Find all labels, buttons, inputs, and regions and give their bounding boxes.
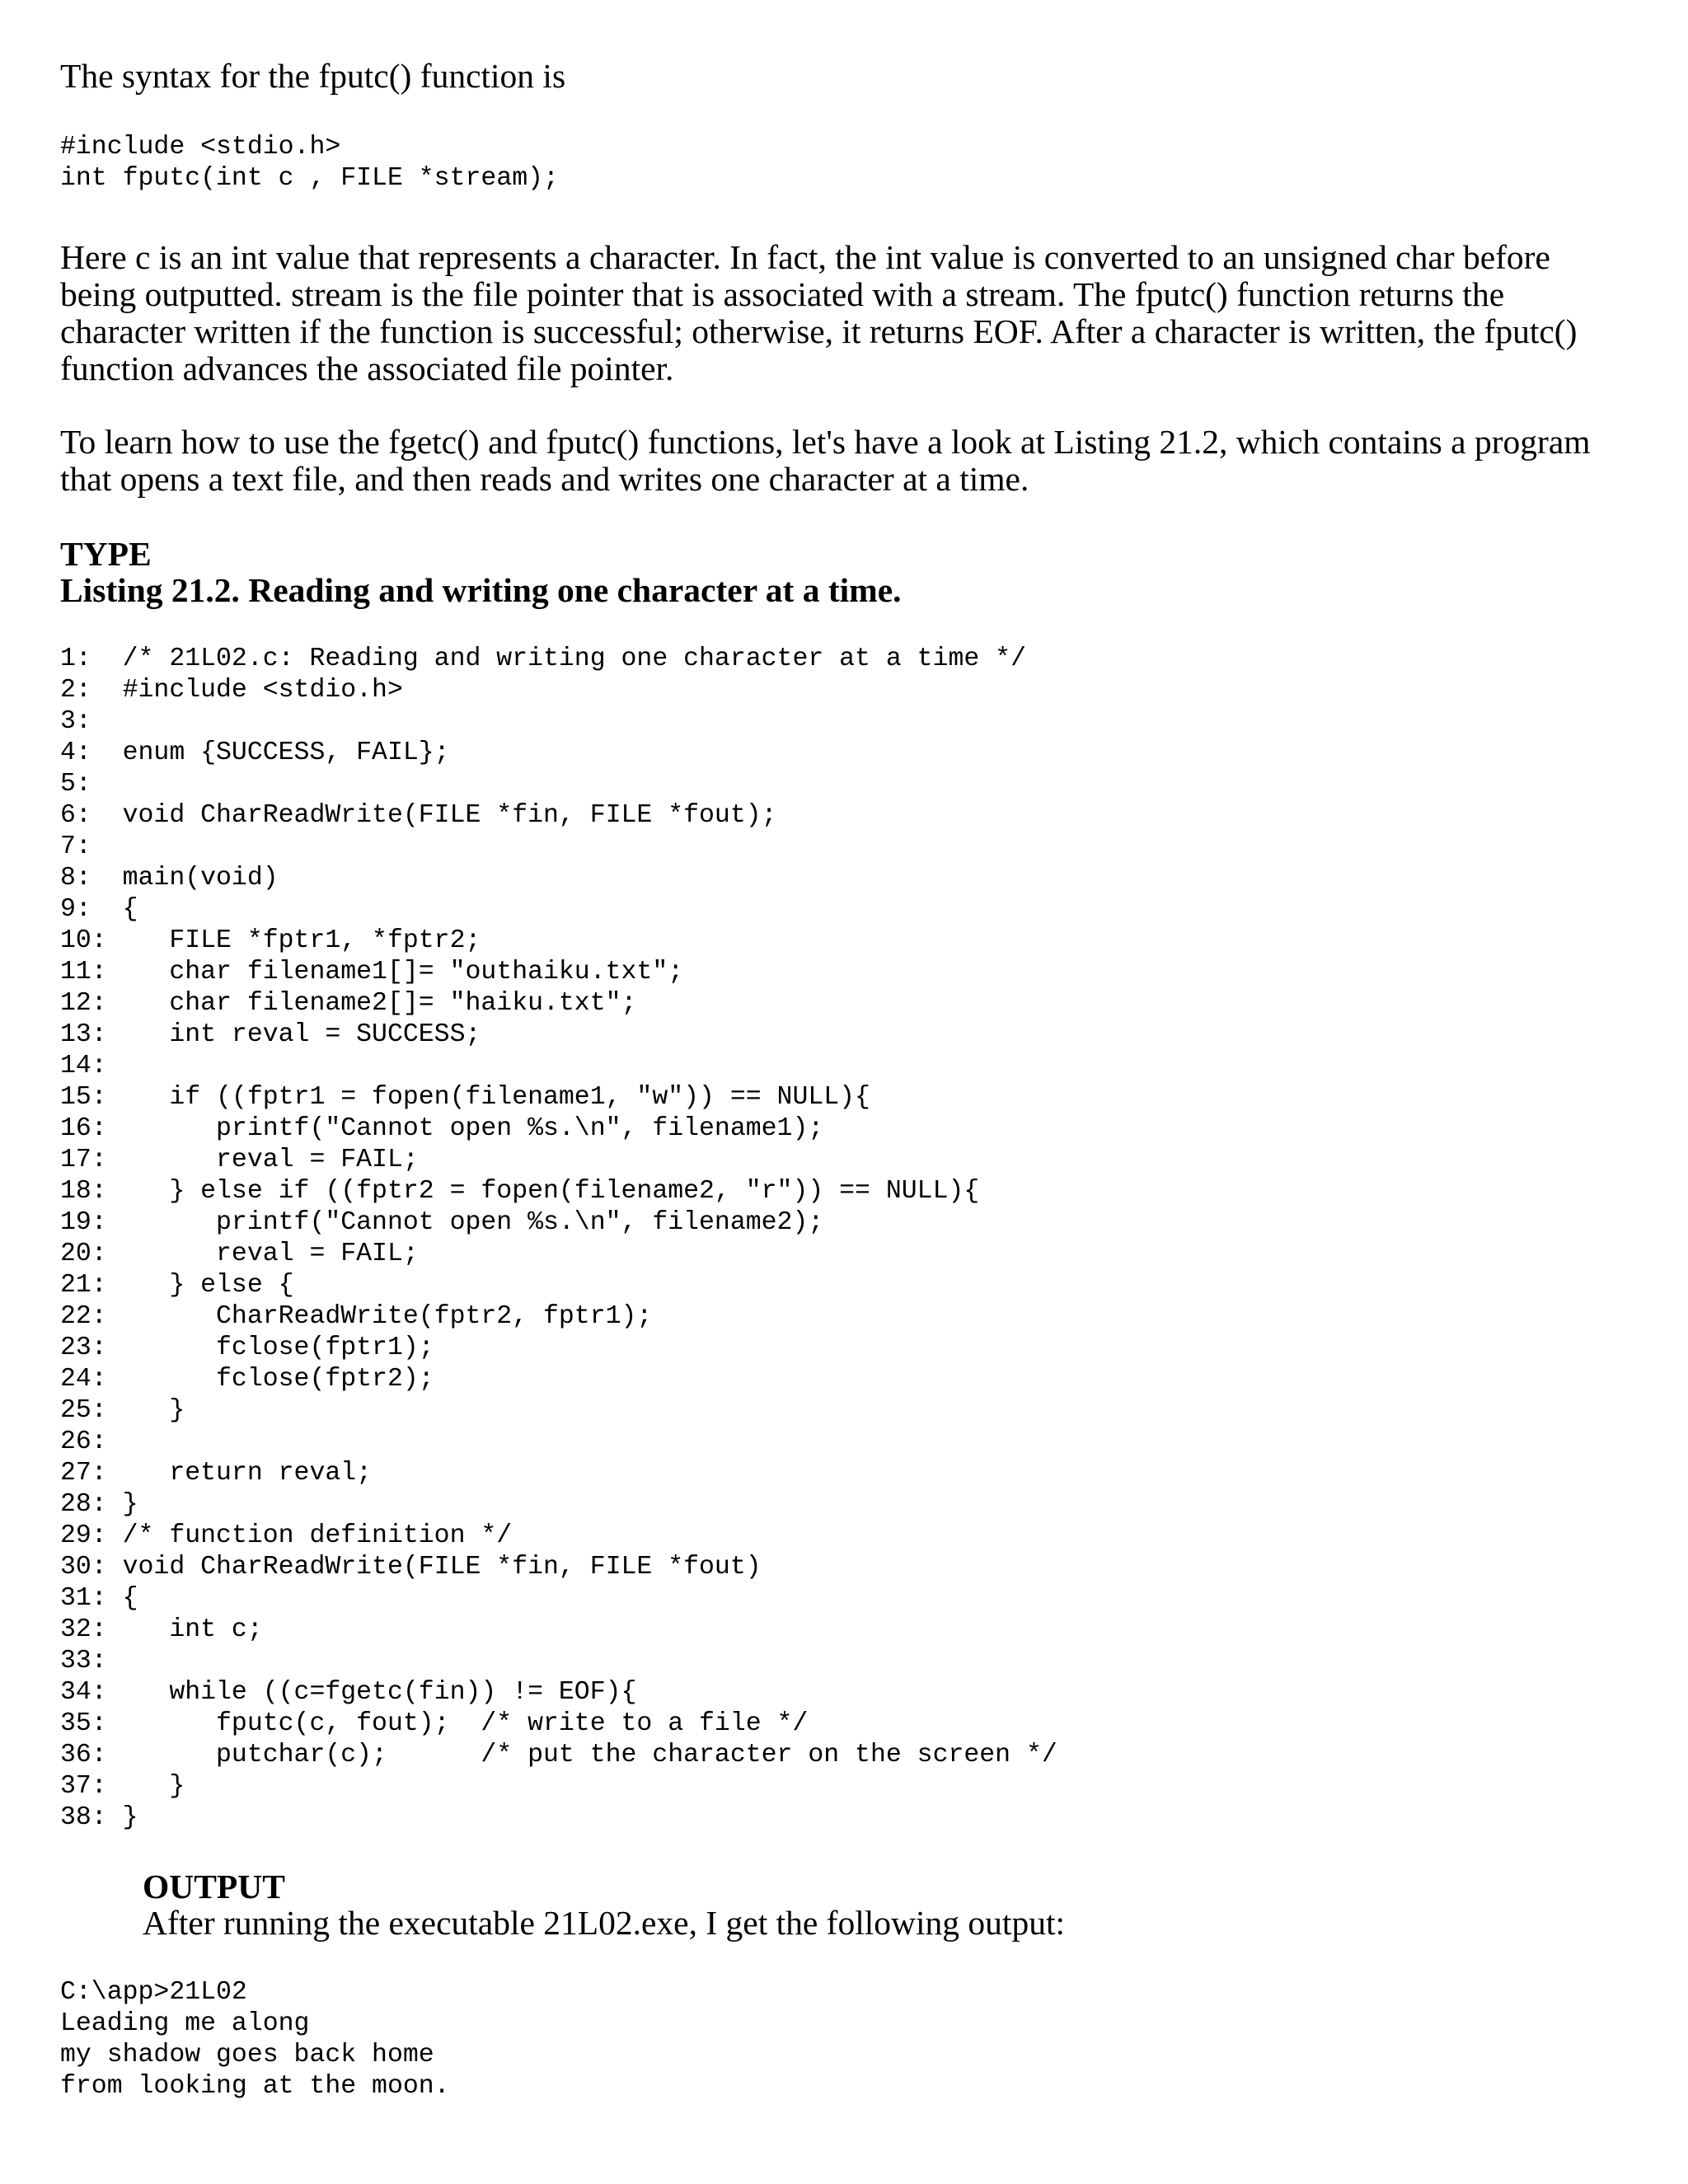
code-line: 18: } else if ((fptr2 = fopen(filename2, "r")) == NULL){ bbox=[60, 1177, 980, 1206]
code-line: 13: int reval = SUCCESS; bbox=[60, 1020, 481, 1049]
output-line: from looking at the moon. bbox=[60, 2072, 450, 2101]
paragraph-listing-intro: To learn how to use the fgetc() and fputc() functions, let's have a look at Listing 21.2, which contains a program that opens a text file, and then reads and writes one character at a time. bbox=[60, 423, 1591, 498]
code-line: 6: void CharReadWrite(FILE *fin, FILE *fout); bbox=[60, 801, 777, 830]
code-line: 3: bbox=[60, 707, 91, 736]
intro-text: The syntax for the fputc() function is bbox=[60, 57, 566, 95]
code-line: 26: bbox=[60, 1427, 107, 1456]
code-line: 5: bbox=[60, 770, 91, 799]
syntax-line: #include <stdio.h> bbox=[60, 133, 341, 162]
code-line: 14: bbox=[60, 1052, 107, 1080]
code-line: 38: } bbox=[60, 1803, 138, 1832]
type-label: TYPE bbox=[60, 535, 152, 573]
paragraph-fputc-description: Here c is an int value that represents a character. In fact, the int value is converted to an unsigned char before being outputted. stream is the file pointer that is associated with a stream. The fputc() function returns the character written if the function is successful; otherwise, it returns EOF. After a character is written, the fputc() function advances the associated file pointer. bbox=[60, 238, 1578, 387]
code-line: 32: int c; bbox=[60, 1615, 263, 1644]
code-line: 15: if ((fptr1 = fopen(filename1, "w")) == NULL){ bbox=[60, 1083, 870, 1112]
code-line: 34: while ((c=fgetc(fin)) != EOF){ bbox=[60, 1678, 637, 1707]
code-line: 30: void CharReadWrite(FILE *fin, FILE *fout) bbox=[60, 1553, 762, 1582]
output-label: OUTPUT bbox=[143, 1868, 285, 1905]
code-line: 37: } bbox=[60, 1772, 185, 1801]
program-output bbox=[60, 1977, 450, 2102]
listing-title: Listing 21.2. Reading and writing one character at a time. bbox=[60, 571, 902, 609]
code-line: 27: return reval; bbox=[60, 1459, 373, 1488]
code-line: 23: fclose(fptr1); bbox=[60, 1333, 434, 1362]
code-line: 10: FILE *fptr1, *fptr2; bbox=[60, 926, 481, 955]
code-line: 22: CharReadWrite(fptr2, fptr1); bbox=[60, 1302, 653, 1331]
syntax-block bbox=[60, 132, 559, 194]
output-description: After running the executable 21L02.exe, I get the following output: bbox=[143, 1904, 1066, 1942]
syntax-line: int fputc(int c , FILE *stream); bbox=[60, 164, 559, 193]
code-line: 29: /* function definition */ bbox=[60, 1521, 513, 1550]
code-line: 20: reval = FAIL; bbox=[60, 1240, 419, 1268]
code-line: 7: bbox=[60, 832, 91, 861]
code-line: 8: main(void) bbox=[60, 864, 279, 893]
code-line: 33: bbox=[60, 1647, 107, 1675]
code-line: 36: putchar(c); /* put the character on the screen */ bbox=[60, 1741, 1057, 1769]
code-line: 1: /* 21L02.c: Reading and writing one character at a time */ bbox=[60, 644, 1026, 673]
code-line: 31: { bbox=[60, 1584, 138, 1613]
code-line: 24: fclose(fptr2); bbox=[60, 1365, 434, 1394]
code-listing bbox=[60, 644, 1057, 1834]
output-line: C:\app>21L02 bbox=[60, 1978, 247, 2007]
code-line: 4: enum {SUCCESS, FAIL}; bbox=[60, 738, 450, 767]
code-line: 21: } else { bbox=[60, 1271, 294, 1300]
output-line: Leading me along bbox=[60, 2009, 310, 2038]
code-line: 25: } bbox=[60, 1396, 185, 1425]
code-line: 35: fputc(c, fout); /* write to a file */ bbox=[60, 1709, 809, 1738]
code-line: 17: reval = FAIL; bbox=[60, 1146, 419, 1174]
code-line: 19: printf("Cannot open %s.\n", filename2); bbox=[60, 1208, 824, 1237]
code-line: 9: { bbox=[60, 895, 138, 924]
code-line: 16: printf("Cannot open %s.\n", filename1); bbox=[60, 1114, 824, 1143]
code-line: 28: } bbox=[60, 1490, 138, 1519]
code-line: 12: char filename2[]= "haiku.txt"; bbox=[60, 989, 637, 1018]
output-line: my shadow goes back home bbox=[60, 2041, 434, 2069]
code-line: 11: char filename1[]= "outhaiku.txt"; bbox=[60, 958, 684, 987]
code-line: 2: #include <stdio.h> bbox=[60, 676, 403, 705]
